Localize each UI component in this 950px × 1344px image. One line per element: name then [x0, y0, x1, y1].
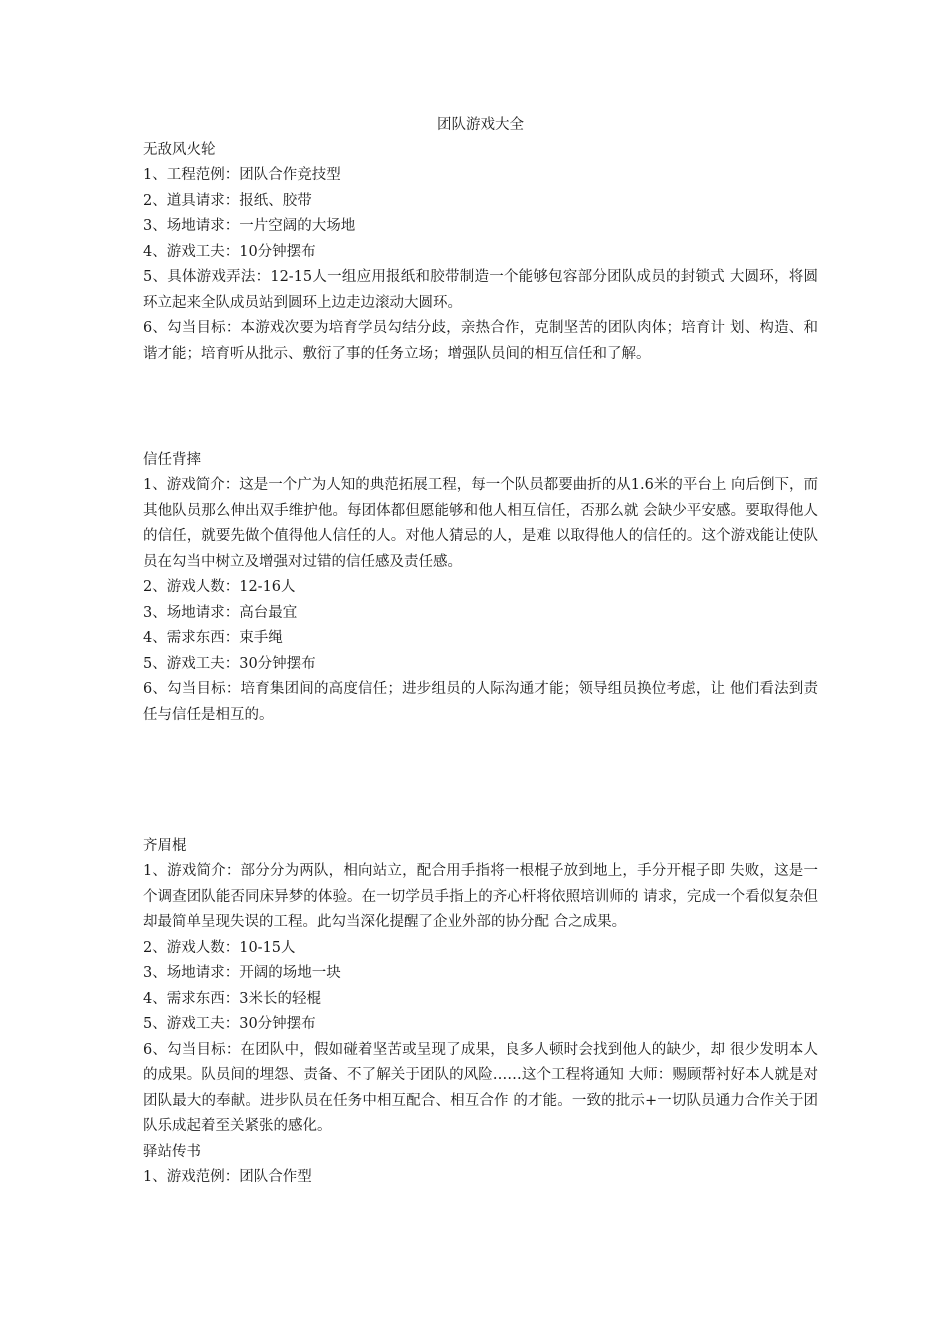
section-heading: 驿站传书 — [143, 1143, 201, 1160]
section-item: 6、勾当目标：本游戏次要为培育学员勾结分歧，亲热合作，克制坚苦的团队肉体；培育计 划、构造、和谐才能；培育听从批示、敷衍了事的任务立场；增强队员间的相互信任和了解。 — [143, 320, 818, 362]
section-item: 3、场地请求：高台最宜 — [143, 604, 298, 621]
section-item: 1、游戏简介：这是一个广为人知的典范拓展工程，每一个队员都要曲折的从1.6米的平台上 向后倒下，而其他队员那么伸出双手维护他。每团体都但愿能够和他人相互信任，否那么就 会缺少平安感。要取得他人的信任，就要先做个值得他人信任的人。对他人猜忌的人，是难 以取得他人的信任的。这个游戏能让使队员在勾当中树立及增强对过错的信任感及责任感。 — [143, 477, 818, 570]
section-item: 2、游戏人数：12-16人 — [143, 579, 296, 595]
document-body — [143, 113, 818, 1190]
section-yizhan-chuanshu — [143, 1140, 818, 1191]
document-title: 团队游戏大全 — [437, 117, 524, 133]
section-qimeigun — [143, 834, 818, 1140]
section-item: 4、游戏工夫：10分钟摆布 — [143, 243, 316, 260]
section-item: 1、游戏范例：团队合作型 — [143, 1168, 312, 1185]
section-heading: 无敌风火轮 — [143, 142, 216, 158]
section-item: 3、场地请求：一片空阔的大场地 — [143, 218, 356, 234]
section-item: 6、勾当目标：培育集团间的高度信任；进步组员的人际沟通才能；领导组员换位考虑，让 他们看法到责任与信任是相互的。 — [143, 681, 818, 723]
section-item: 5、游戏工夫：30分钟摆布 — [143, 1016, 316, 1032]
section-heading: 信任背摔 — [143, 452, 201, 468]
section-item: 1、工程范例：团队合作竞技型 — [143, 167, 341, 183]
section-item: 4、需求东西：束手绳 — [143, 630, 283, 646]
section-xinren-beishuai — [143, 448, 818, 728]
section-item: 3、场地请求：开阔的场地一块 — [143, 965, 341, 981]
section-wudi-fenghuolun — [143, 138, 818, 367]
section-item: 4、需求东西：3米长的轻棍 — [143, 990, 321, 1007]
section-item: 5、游戏工夫：30分钟摆布 — [143, 655, 316, 672]
section-spacer — [143, 728, 818, 834]
section-item: 5、具体游戏弄法：12-15人一组应用报纸和胶带制造一个能够包容部分团队成员的封锁式 大圆环，将圆环立起来全队成员站到圆环上边走边滚动大圆环。 — [143, 269, 818, 311]
section-item: 2、道具请求：报纸、胶带 — [143, 192, 312, 209]
section-heading: 齐眉棍 — [143, 838, 187, 854]
section-item: 6、勾当目标：在团队中，假如碰着坚苦或呈现了成果，良多人顿时会找到他人的缺少，却 很少发明本人的成果。队员间的埋怨、责备、不了解关于团队的风险……这个工程将通知 大师：赐顾帮衬好本人就是对团队最大的奉献。进步队员在任务中相互配合、相互合作 的才能。一致的批示+一切队员通力合作关于团队乐成起着至关紧张的感化。 — [143, 1041, 818, 1134]
section-item: 1、游戏简介：部分分为两队，相向站立，配合用手指将一根棍子放到地上，手分开棍子即 失败，这是一个调查团队能否同床异梦的体验。在一切学员手指上的齐心杆将依照培训师的 请求，完成一个看似复杂但却最简单呈现失误的工程。此勾当深化提醒了企业外部的协分配 合之成果。 — [143, 863, 818, 930]
section-spacer — [143, 367, 818, 448]
section-item: 2、游戏人数：10-15人 — [143, 939, 296, 956]
